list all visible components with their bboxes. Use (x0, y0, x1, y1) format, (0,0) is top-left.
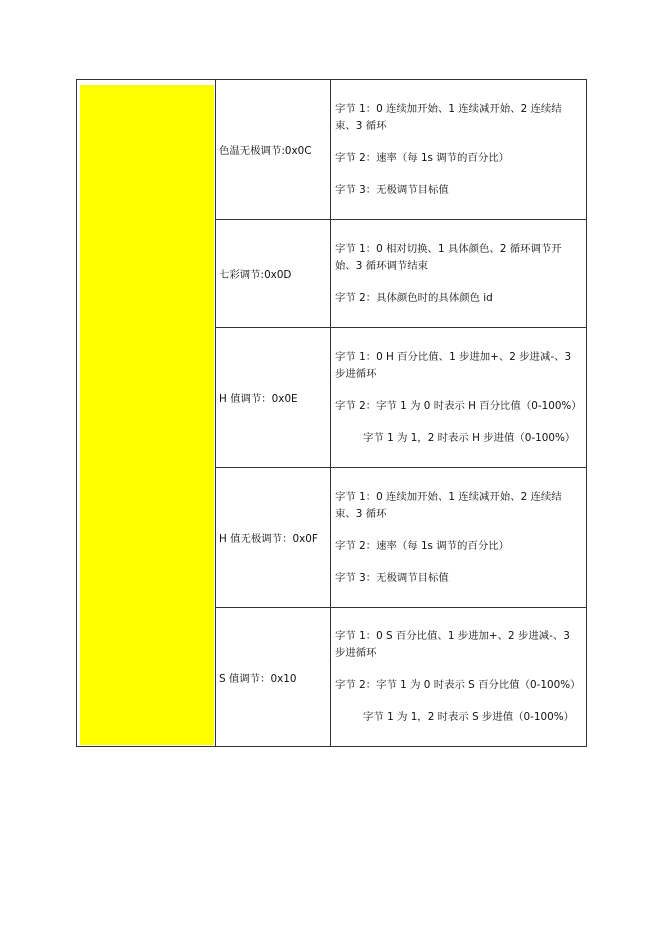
description-line: 字节 2：速率（每 1s 调节的百分比） (335, 539, 510, 552)
command-description (331, 608, 587, 747)
table-row (77, 80, 587, 220)
command-name: 色温无极调节:0x0C (216, 80, 331, 220)
description-line: 字节 2：字节 1 为 0 时表示 S 百分比值（0-100%） (335, 679, 581, 691)
description-line: 字节 3：无极调节目标值 (335, 183, 449, 196)
yellow-highlight (80, 85, 214, 745)
description-line: 字节 2：速率（每 1s 调节的百分比） (335, 151, 510, 164)
command-name: S 值调节：0x10 (216, 608, 331, 747)
spec-table (76, 79, 587, 747)
description-line: 字节 1 为 1，2 时表示 S 步进值（0-100%） (363, 711, 574, 723)
description-line: 字节 1：0 S 百分比值、1 步进加+、2 步进减-、3 步进循环 (335, 630, 570, 659)
command-name: H 值调节：0x0E (216, 328, 331, 468)
command-name: H 值无极调节：0x0F (216, 468, 331, 608)
description-line: 字节 1：0 H 百分比值、1 步进加+、2 步进减-、3 步进循环 (335, 350, 572, 380)
command-description (331, 80, 587, 220)
command-description (331, 328, 587, 468)
description-line: 字节 1 为 1，2 时表示 H 步进值（0-100%） (363, 431, 576, 444)
description-line: 字节 1：0 相对切换、1 具体颜色、2 循环调节开始、3 循环调节结束 (335, 242, 562, 272)
command-description (331, 468, 587, 608)
command-description (331, 220, 587, 328)
description-line: 字节 1：0 连续加开始、1 连续减开始、2 连续结束、3 循环 (335, 490, 562, 520)
description-line: 字节 3：无极调节目标值 (335, 571, 449, 584)
command-name: 七彩调节:0x0D (216, 220, 331, 328)
description-line: 字节 1：0 连续加开始、1 连续减开始、2 连续结束、3 循环 (335, 102, 562, 132)
highlighted-cell (77, 80, 216, 747)
description-line: 字节 2：具体颜色时的具体颜色 id (335, 291, 493, 304)
description-line: 字节 2：字节 1 为 0 时表示 H 百分比值（0-100%） (335, 399, 582, 412)
